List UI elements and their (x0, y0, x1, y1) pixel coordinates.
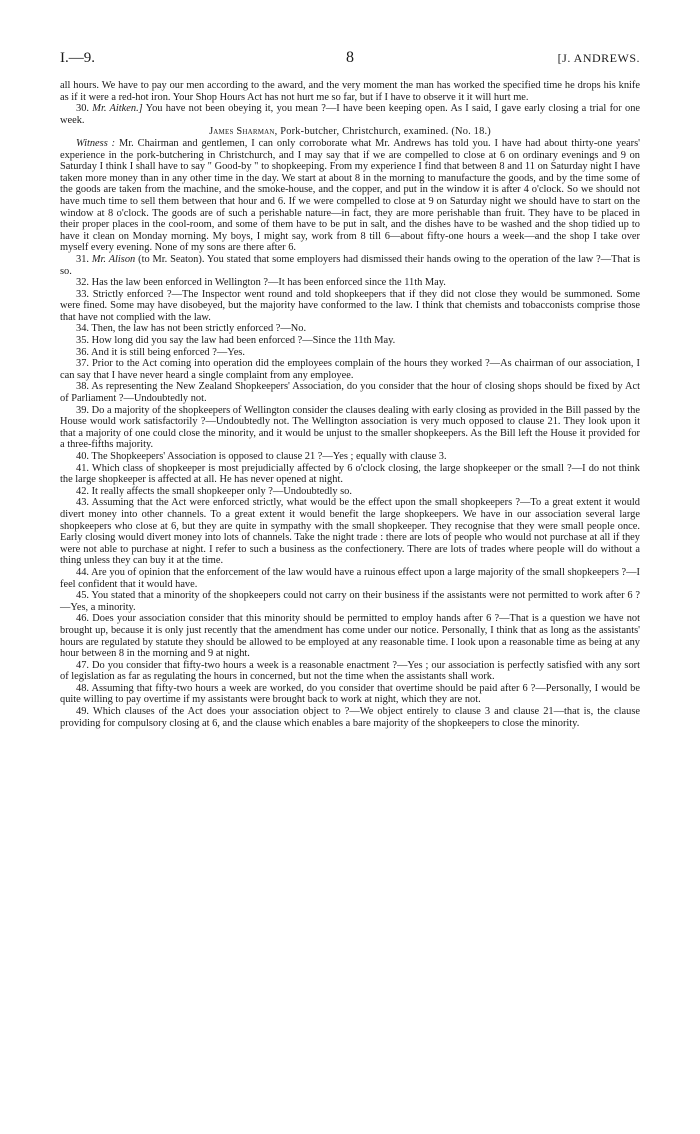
paragraph-31: 31. Mr. Alison (to Mr. Seaton). You stated that some employers had dismissed their hands owing to the operation of the law ?—That is so. (60, 253, 641, 277)
paragraph-42: 42. It really affects the small shopkeeper only ?—Undoubtedly so. (76, 485, 352, 497)
speaker: Mr. Aitken.] (92, 103, 143, 115)
paragraph-38: 38. As representing the New Zealand Shopkeepers' Association, do you consider that the hour of closing shops should be fixed by Act of Parliament ?—Undoubtedly not. (60, 381, 640, 405)
paragraph-49: 49. Which clauses of the Act does your association object to ?—We object entirely to clause 3 and clause 21—that is, the clause providing for compulsory closing at 6, and the clause which enables a bare majority of the shopkeepers to close the minority. (60, 706, 640, 729)
page-header (60, 48, 640, 68)
paragraph-32: 32. Has the law been enforced in Wellington ?—It has been enforced since the 11th May. (76, 277, 446, 289)
paragraph-34: 34. Then, the law has not been strictly enforced ?—No. (76, 323, 307, 335)
paragraph-33: 33. Strictly enforced ?—The Inspector went round and told shopkeepers that if they did not close they would be summoned. Some were fined. Some may have disobeyed, but the majority have conformed to the law. I think that chemists and tobacconists comprise those that have not complied with the law. (60, 288, 640, 323)
witness-statement: Witness : Mr. Chairman and gentlemen, I can only corroborate what Mr. Andrews has told you. I have had about thirty-one years' experience in the pork-butchering in Christchurch, and I may say that if we are compelled to close at 6 on ordinary evenings and 9 on Saturday I think I shall have to say " Good-by " to shopkeeping. From my experience I find that between 8 and 11 on Saturday night I have taken more money than in any other time in the day. We start at about 8 in the morning to manufacture the goods, and by the time some of the goods are taken from the machine, and the smoke-house, and the copper, and put in the window it is after 4 o'clock. So we should not have much time to sell them between that hour and 6. If we were compelled to close at 9 on Saturday night we should have to start on the window at 8 o'clock. The goods are of such a perishable nature—in fact, they are more perishable than fruit. They have to be placed in their proper places in the cool-room, and some of them have to be put in salt, and the dishes have to be washed and the shop tidied up to have it clean on Monday morning. My boys, I might say, work from 8 till 6—about fifty-one hours a week—and the shop I take over myself every evening. None of my sons are there after 6. (60, 137, 640, 254)
paragraph-37: 37. Prior to the Act coming into operation did the employees complain of the hours they worked ?—As chairman of our association, I can say that I have never heard a single complaint from any employee. (60, 358, 640, 381)
witness-name: James Sharman (209, 126, 275, 138)
paragraph-47: 47. Do you consider that fifty-two hours a week is a reasonable enactment ?—Yes ; our association is perfectly satisfied with any sort of legislation as far as regulating the hours in concerned, but not the time when the assistants shall work. (60, 659, 640, 683)
paragraph-43: 43. Assuming that the Act were enforced strictly, what would be the effect upon the small shopkeepers ?—To a great extent it would divert money into other channels. To a great extent it would benefit the large shopkeepers. We have in our association several large shopkeepers who close at 6, but they are quite in sympathy with the small shopkeeper. They recognise that they were small people once. Early closing would divert money into lots of channels. Take the night trade : there are lots of people who would not purchase at all if they were not able to purchase at night. I refer to such a business as the confectionery. There are lots of trades where people will do without a thing unless they can buy it at the time. (60, 497, 640, 567)
paragraph-30: 30. Mr. Aitken.] You have not been obeying it, you mean ?—I have been keeping open. As I said, I gave early closing a trial for one week. (60, 103, 640, 126)
witness-heading: James Sharman, Pork-butcher, Christchurch, examined. (No. 18.) (209, 126, 491, 138)
paragraph-46: 46. Does your association consider that this minority should be permitted to employ hands after 6 ?—That is a question we have not brought up, because it is only just recently that the amendment has come under our notice. Personally, I think that as long as the assistants' hours are regulated by statute they should be allowed to be employed at any reasonable time. I look upon a reasonable time as being at any hour between 8 in the morning and 9 at night. (60, 613, 640, 660)
document-reference: I.—9. (60, 50, 95, 66)
paragraph-39: 39. Do a majority of the shopkeepers of Wellington consider the clauses dealing with early closing as provided in the Bill passed by the House would work satisfactorily ?—Undoubtedly not. The Wellington association is very much opposed to clause 21. They look upon it that a majority of one could close the minority, and it would be unjust to the smaller shopkeepers. As the Bill left the House it provided for a three-fifths majority. (60, 404, 640, 451)
paragraph-continued: all hours. We have to pay our men according to the award, and the very moment the man has worked the specified time he drops his knife as if it were a red-hot iron. Your Shop Hours Act has not hurt me so far, but if I have to observe it it will hurt me. (60, 80, 640, 103)
paragraph-48: 48. Assuming that fifty-two hours a week are worked, do you consider that overtime should be paid after 6 ?—Personally, I would be quite willing to pay overtime if my assistants were brought back to work at night, which they are not. (60, 682, 640, 706)
paragraph-40: 40. The Shopkeepers' Association is opposed to clause 21 ?—Yes ; equally with clause 3. (76, 451, 447, 462)
page-number: 8 (346, 49, 354, 66)
paragraph-44: 44. Are you of opinion that the enforcement of the law would have a ruinous effect upon a large majority of the small shopkeepers ?—I feel confident that it would have. (60, 566, 640, 590)
running-head: [J. ANDREWS. (557, 51, 640, 65)
speaker: Mr. Alison (91, 253, 136, 265)
paragraph-45: 45. You stated that a minority of the shopkeepers could not carry on their business if the assistants were not permitted to work after 6 ?—Yes, a minority. (60, 590, 640, 613)
paragraph-41: 41. Which class of shopkeeper is most prejudicially affected by 6 o'clock closing, the large shopkeeper or the small ?—I do not think the large shopkeeper is affected at all. He has never opened at night. (60, 462, 640, 486)
paragraph-35: 35. How long did you say the law had been enforced ?—Since the 11th May. (76, 335, 396, 347)
witness-label: Witness : (76, 137, 116, 149)
document-body (60, 80, 640, 729)
paragraph-36: 36. And it is still being enforced ?—Yes. (76, 346, 245, 358)
